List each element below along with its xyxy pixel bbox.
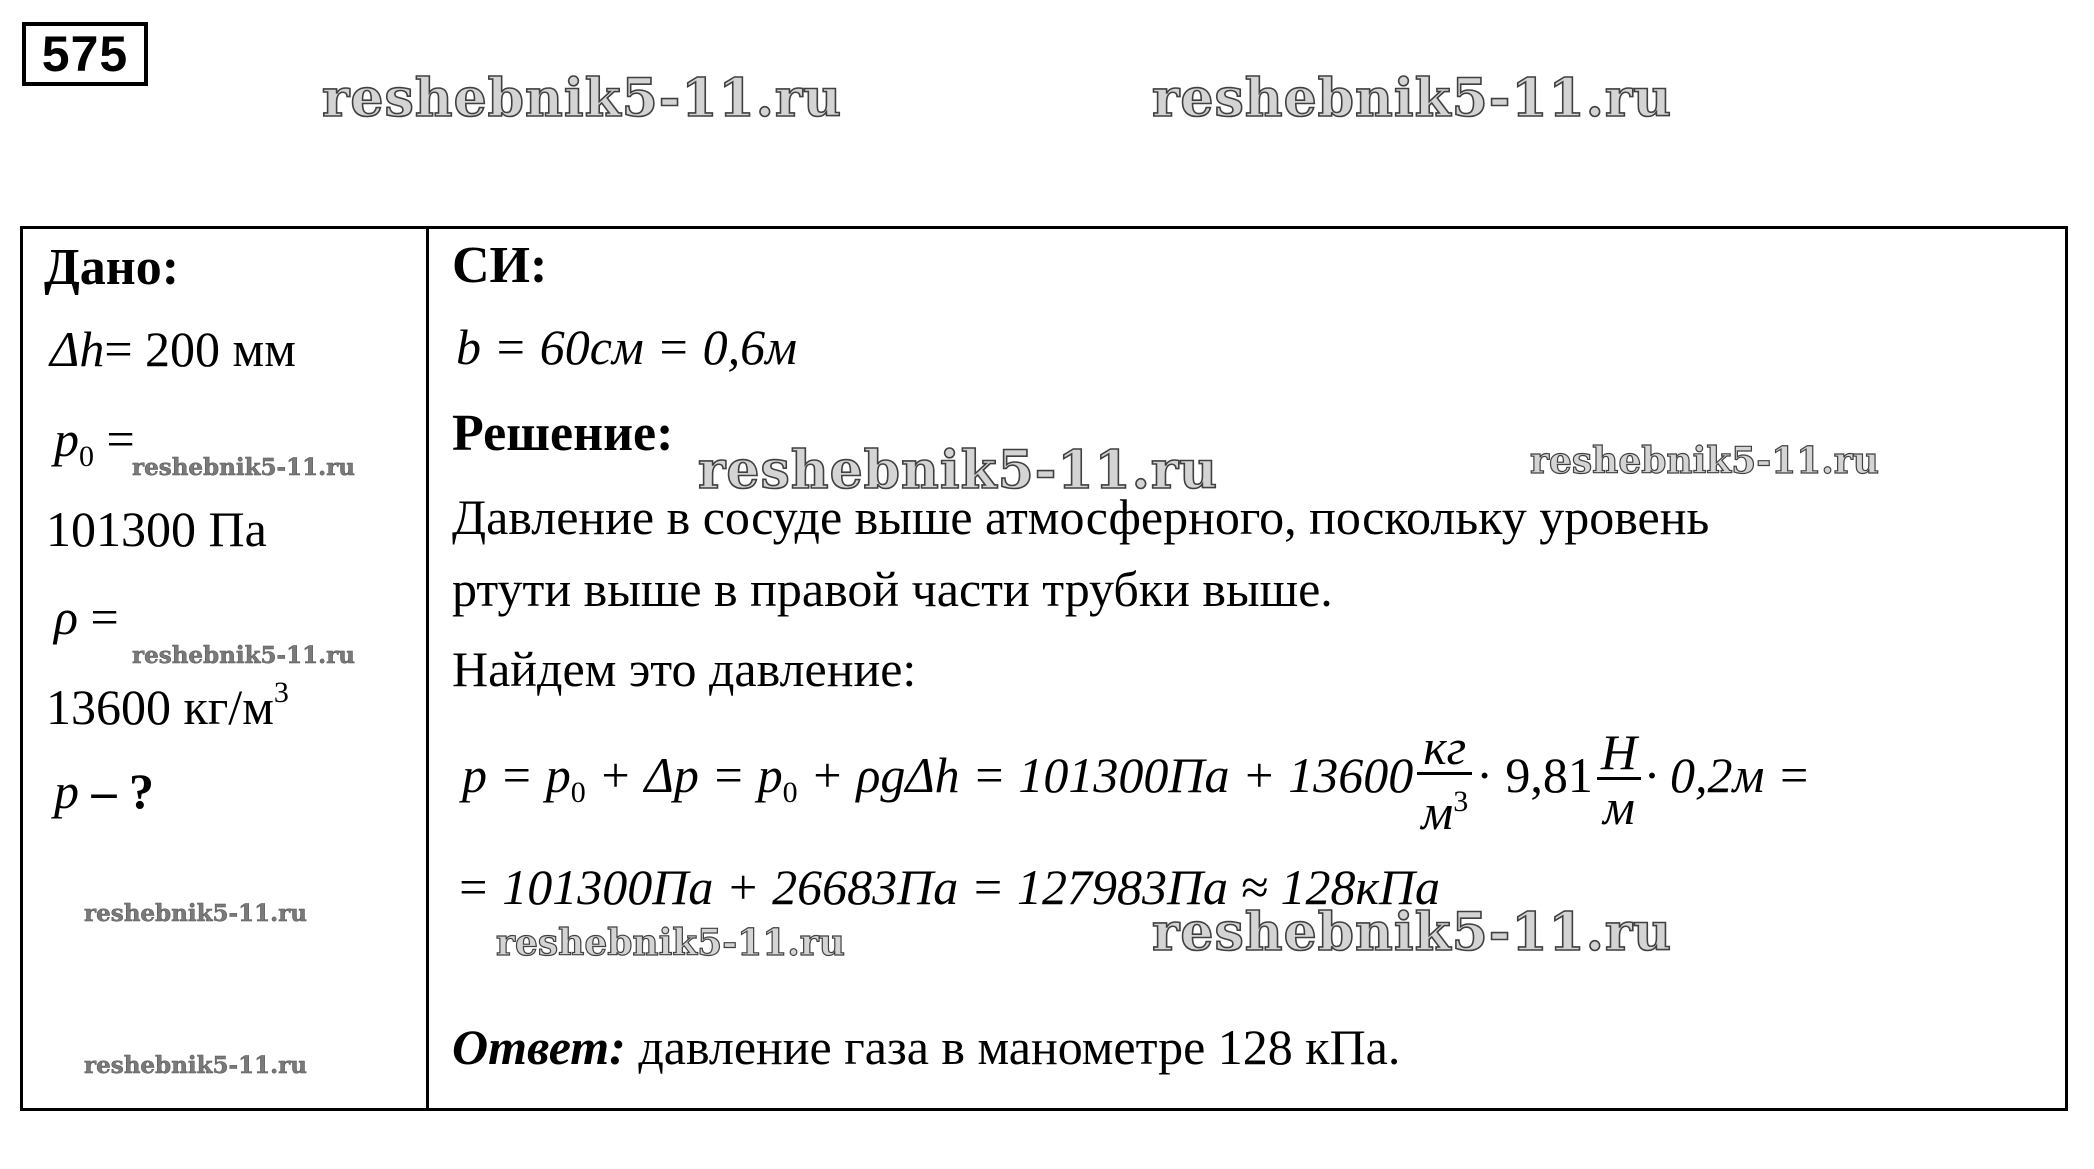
column-divider (426, 226, 429, 1111)
given-heading: Дано: (44, 239, 180, 296)
answer-line (452, 1018, 1400, 1076)
watermark: reshebnik5-11.ru (698, 440, 1219, 501)
given-rho-label: ρ = (54, 589, 119, 645)
solution-heading: Решение: (452, 405, 674, 462)
si-heading: СИ: (452, 237, 548, 294)
given-p0-value: 101300 Па (46, 501, 267, 557)
watermark: reshebnik5-11.ru (1152, 902, 1673, 963)
answer-text: давление газа в манометре 128 кПа. (625, 1019, 1401, 1075)
solution-line-2: Найдем это давление: (452, 641, 917, 697)
watermark: reshebnik5-11.ru (1530, 440, 1879, 482)
watermark: reshebnik5-11.ru (132, 454, 355, 481)
fraction-kg-m3: $\frac{кг}{м^3}$ (1417, 722, 1472, 839)
watermark: reshebnik5-11.ru (84, 900, 307, 927)
si-conversion: b = 60см = 0,6м (456, 319, 797, 375)
solution-line-1: Давление в сосуде выше атмосферного, поскольку уровень (452, 489, 1710, 545)
given-rho-value: 13600 $кг/м^3$ (46, 676, 289, 735)
watermark: reshebnik5-11.ru (132, 642, 355, 669)
watermark: reshebnik5-11.ru (322, 68, 843, 129)
solution-line-1b: ртути выше в правой части трубки выше. (452, 561, 1333, 617)
given-p0-label: $p_0$ = (54, 411, 135, 473)
given-find: p – ? (54, 763, 154, 819)
watermark: reshebnik5-11.ru (84, 1052, 307, 1079)
watermark: reshebnik5-11.ru (496, 922, 845, 964)
given-dh: Δh= 200 мм (50, 321, 296, 377)
problem-number: 575 (22, 22, 148, 86)
answer-label: Ответ: (452, 1019, 626, 1075)
watermark: reshebnik5-11.ru (1152, 68, 1673, 129)
fraction-n-m: $\frac{Н}{м}$ (1597, 727, 1641, 834)
formula-line-1: $p = p_0 + \Delta p = p_0 + \rho g\Delta h = 101300Па + 13600$ $\frac{кг}{м^3}$ · 9,81 $\frac{Н}{м}$ · 0,2м = (462, 719, 1811, 840)
formula-line-2: = 101300Па + 26683Па = 127983Па ≈ 128кПа (456, 859, 1440, 915)
